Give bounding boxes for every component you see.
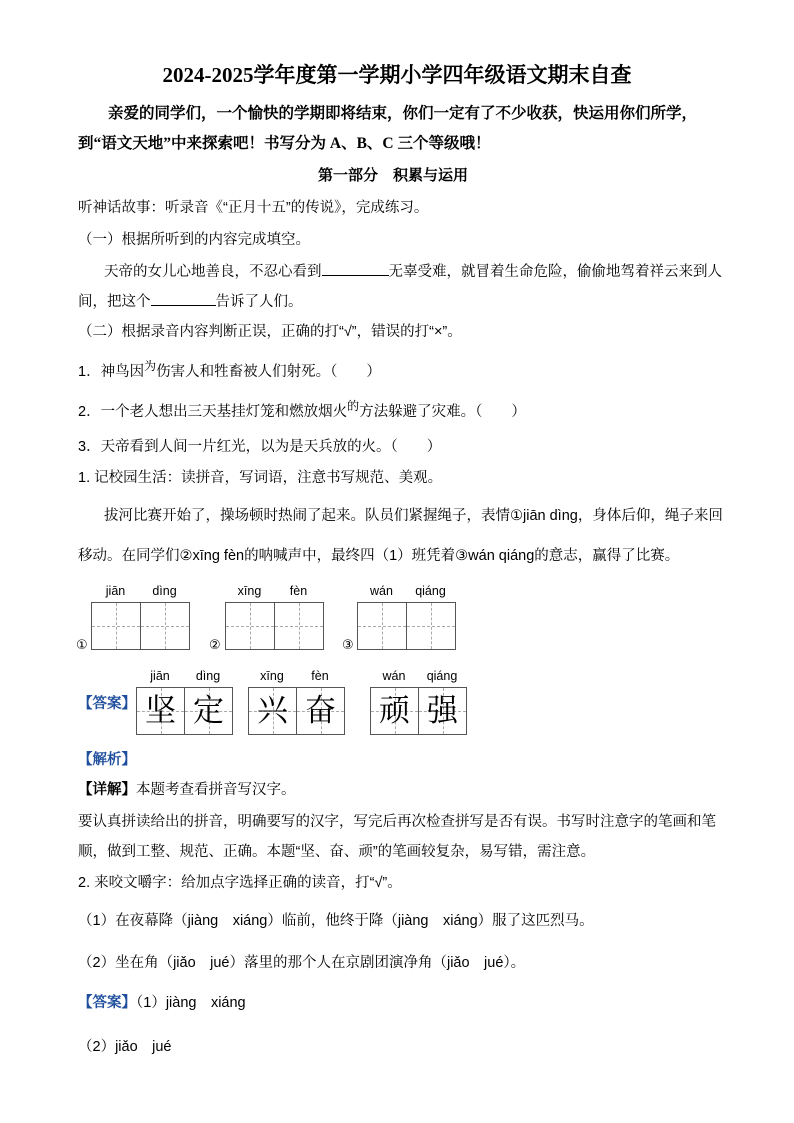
pinyin-label: qiáng [426,669,458,683]
judgement-item-2 [78,399,526,422]
detail-label: 【详解】 [78,782,136,798]
answer-char: 奋 [305,693,336,728]
fill-line-2 [78,290,303,312]
page-title: 2024-2025学年度第一学期小学四年级语文期末自查 [162,63,632,87]
pronunciation-question-1: （1）在夜幕降（jiàng xiáng）临前，他终于降（jiàng xiáng）服了这匹烈马。 [78,913,594,929]
writing-box [140,602,190,650]
fill-line-1 [104,260,722,282]
judgement-text: 1．神鸟因 [78,364,145,380]
answer-box [370,687,419,735]
writing-box [406,602,456,650]
pinyin-label: dìng [152,584,177,598]
answer-box-group [370,668,467,736]
detail-text: 本题考查看拼音写汉字。 [136,782,296,798]
circled-number: ③ [342,637,354,652]
pinyin-label: jiān [105,584,126,598]
answer-box [418,687,467,735]
detail-line-2: 要认真拼读给出的拼音，明确要写的汉字，写完后再次检查拼写是否有误。书写时注意字的笔画和笔 [78,814,716,830]
analysis-label: 【解析】 [78,752,136,768]
fill-text: 无辜受难，就冒着生命危险，偷偷地驾着祥云来到人 [388,264,722,280]
pinyin-label: wán [370,584,393,598]
answer-box [136,687,185,735]
section-2-title: （二）根据录音内容判断正误，正确的打“√”，错误的打“×”。 [78,324,462,340]
fill-text: 间，把这个 [78,294,151,310]
writing-box [274,602,324,650]
part-heading: 第一部分 积累与运用 [318,168,469,184]
pronunciation-title: 2. 来咬文嚼字：给加点字选择正确的读音，打“√”。 [78,875,402,891]
writing-box [357,602,407,650]
pronunciation-answer-2: （2）jiǎo jué [78,1039,172,1055]
campus-title: 1. 记校园生活：读拼音，写词语，注意书写规范、美观。 [78,470,443,486]
answer-label: 【答案】 [78,696,136,712]
judgement-text: 2．一个老人想出三天基挂灯笼和燃放烟火 [78,404,348,420]
judgement-text: 伤害人和牲畜被人们射死。（ ） [156,364,381,380]
judgement-text: 方法躲避了灾难。（ ） [359,404,526,420]
answer-box [296,687,345,735]
pinyin-label: fèn [311,669,329,683]
detail-line-1 [78,780,296,800]
pronunciation-answer-1 [78,993,246,1013]
answer-text: （1）jiàng xiáng [136,995,246,1011]
answer-char: 强 [427,693,458,728]
circled-number: ① [76,637,88,652]
raised-char: 为 [144,359,157,373]
answer-blank [151,290,216,306]
pinyin-label: xīng [260,669,284,683]
passage-line-1: 拔河比赛开始了，操场顿时热闹了起来。队员们紧握绳子，表情①jiān dìng，身体后仰，绳子来回 [104,508,723,524]
judgement-item-3: 3．天帝看到人间一片红光，以为是天兵放的火。（ ） [78,439,442,455]
section-1-title: （一）根据所听到的内容完成填空。 [78,232,310,248]
writing-box-group [91,583,189,651]
writing-box-group [225,583,323,651]
fill-text: 天帝的女儿心地善良，不忍心看到 [104,264,322,280]
answer-char: 坚 [145,693,176,728]
pinyin-label: fèn [289,584,308,598]
pinyin-label: xīng [237,584,262,598]
answer-char: 定 [193,693,224,728]
raised-char: 的 [347,399,360,413]
circled-number: ② [209,637,221,652]
pronunciation-question-2: （2）坐在角（jiǎo jué）落里的那个人在京剧团演净角（jiǎo jué）。 [78,955,526,971]
answer-box-group [136,668,233,736]
passage-line-2: 移动。在同学们②xīng fèn的呐喊声中，最终四（1）班凭着③wán qiáng的意志，赢得了比赛。 [78,548,680,564]
answer-char: 兴 [257,693,288,728]
pinyin-label: wán [382,669,406,683]
writing-box [91,602,141,650]
answer-box [184,687,233,735]
answer-char: 顽 [379,693,410,728]
answer-blank [322,260,389,276]
answer-label: 【答案】 [78,995,136,1011]
pinyin-label: dìng [195,669,221,683]
judgement-item-1 [78,359,381,382]
fill-text: 告诉了人们。 [215,294,303,310]
pinyin-label: jiān [150,669,170,683]
intro-line-1: 亲爱的同学们，一个愉快的学期即将结束，你们一定有了不少收获，快运用你们所学， [108,105,698,122]
listening-intro: 听神话故事：听录音《“正月十五”的传说》，完成练习。 [78,200,429,216]
intro-line-2: 到“语文天地”中来探索吧！书写分为 A、B、C 三个等级哦！ [78,135,491,152]
detail-line-3: 顺，做到工整、规范、正确。本题“坚、奋、顽”的笔画较复杂，易写错，需注意。 [78,844,596,860]
pinyin-label: qiáng [415,584,446,598]
writing-box-group [357,583,455,651]
answer-box [248,687,297,735]
writing-box [225,602,275,650]
answer-box-group [248,668,345,736]
